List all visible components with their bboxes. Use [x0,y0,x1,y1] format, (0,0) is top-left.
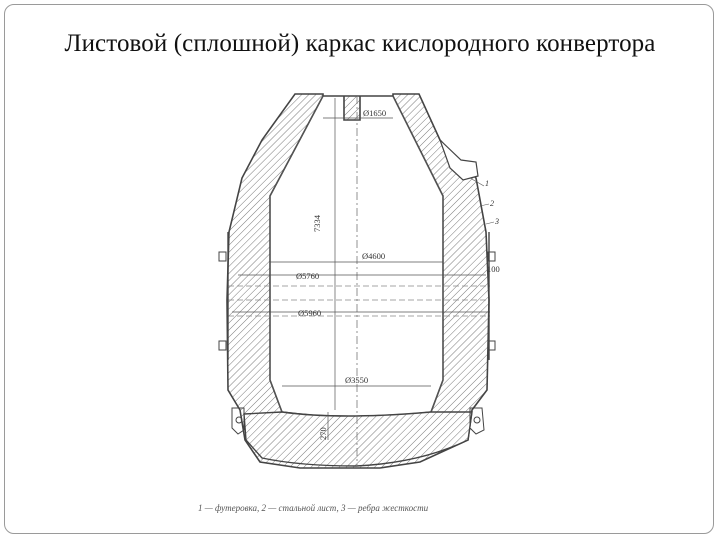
dim-outer-shell-diameter: Ø5960 [298,308,322,318]
dim-rib-offset: 100 [487,264,500,274]
bottom-block [244,412,472,466]
dim-height: 7334 [312,215,322,232]
part-label-3: 3 [495,217,499,226]
dim-inner-shell-diameter: Ø5760 [296,271,320,281]
part-label-2: 2 [490,199,494,208]
dim-mouth-diameter: Ø1650 [363,108,387,118]
figure-caption: 1 — футеровка, 2 — стальной лист, 3 — ребра жесткости [198,503,429,513]
rib-left-1 [219,252,226,261]
dim-bath-diameter: Ø4600 [362,251,386,261]
rib-left-2 [219,341,226,350]
dim-bottom-thickness: 270 [318,427,328,440]
dim-bottom-diameter: Ø3550 [345,375,369,385]
slide-title: Листовой (сплошной) каркас кислородного конвертора [64,30,656,57]
leader-3 [486,222,494,224]
part-label-1: 1 [485,179,489,188]
